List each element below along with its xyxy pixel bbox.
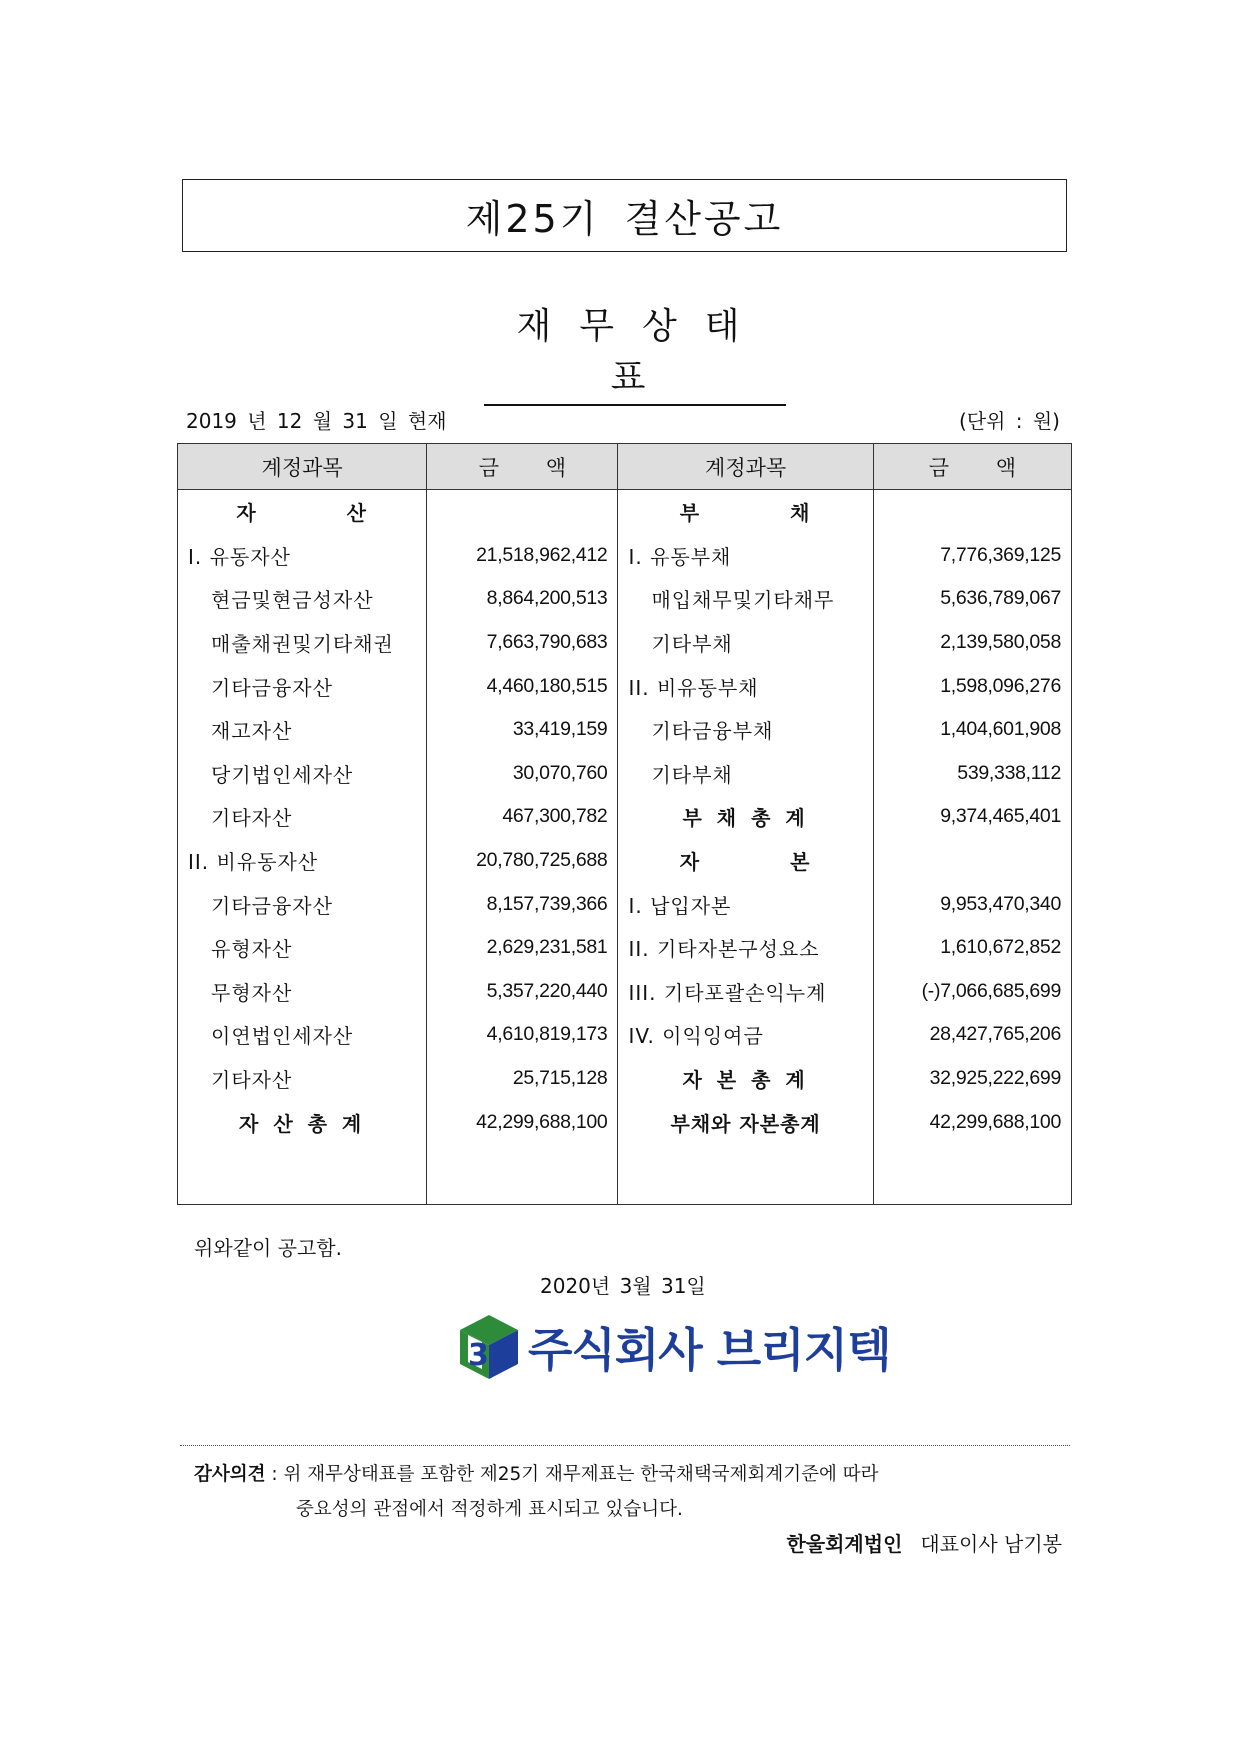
amount-cell: 21,518,962,412 — [427, 534, 618, 578]
amount-cell: 30,070,760 — [427, 752, 618, 796]
publish-date: 2020년 3월 31일 — [540, 1274, 706, 1298]
table-row — [178, 708, 1072, 752]
unit-label: (단위 : 원) — [958, 409, 1060, 433]
total-assets-label: 자 산 총 계 — [178, 1100, 427, 1144]
equity-section-label: 자 본 — [618, 839, 873, 883]
table-row — [178, 1057, 1072, 1101]
account-label: IV. 이익잉여금 — [618, 1013, 873, 1057]
amount-cell: 25,715,128 — [427, 1057, 618, 1101]
table-row — [178, 839, 1072, 883]
amount-cell: 9,374,465,401 — [873, 795, 1071, 839]
amount-cell: 2,139,580,058 — [873, 621, 1071, 665]
empty-cell — [427, 1144, 618, 1205]
company-logo — [458, 1313, 891, 1381]
amount-cell: 9,953,470,340 — [873, 882, 1071, 926]
amount-cell — [873, 839, 1071, 883]
header-account-right: 계정과목 — [618, 444, 873, 490]
account-label: 당기법인세자산 — [178, 752, 427, 796]
audit-opinion-line2: 중요성의 관점에서 적정하게 표시되고 있습니다. — [296, 1499, 683, 1520]
table-row — [178, 664, 1072, 708]
amount-cell: 539,338,112 — [873, 752, 1071, 796]
svg-text:3: 3 — [468, 1338, 489, 1373]
amount-cell: 2,629,231,581 — [427, 926, 618, 970]
account-label: 유형자산 — [178, 926, 427, 970]
assets-section-label: 자 산 — [178, 490, 427, 534]
account-label: 기타금융부채 — [618, 708, 873, 752]
account-label: 기타부채 — [618, 752, 873, 796]
account-label: 기타금융자산 — [178, 664, 427, 708]
amount-cell: 5,357,220,440 — [427, 970, 618, 1014]
header-account-left: 계정과목 — [178, 444, 427, 490]
amount-cell: (-)7,066,685,699 — [873, 970, 1071, 1014]
account-label: 매출채권및기타채권 — [178, 621, 427, 665]
amount-cell: 1,404,601,908 — [873, 708, 1071, 752]
auditor-signature — [786, 1528, 1062, 1557]
account-label: 매입채무및기타채무 — [618, 577, 873, 621]
document-title: 재무상태표 — [484, 298, 786, 406]
amount-cell: 4,610,819,173 — [427, 1013, 618, 1057]
company-name: 주식회사 브리지텍 — [528, 1323, 891, 1377]
balance-sheet-table — [177, 443, 1072, 1205]
table-row — [178, 752, 1072, 796]
amount-cell: 20,780,725,688 — [427, 839, 618, 883]
table-row — [178, 882, 1072, 926]
table-row — [178, 621, 1072, 665]
empty-cell — [618, 1144, 873, 1205]
amount-cell: 7,663,790,683 — [427, 621, 618, 665]
account-label: 기타자산 — [178, 1057, 427, 1101]
account-label: 기타금융자산 — [178, 882, 427, 926]
amount-cell: 33,419,159 — [427, 708, 618, 752]
empty-cell — [873, 1144, 1071, 1205]
amount-cell: 32,925,222,699 — [873, 1057, 1071, 1101]
table-header-row — [178, 444, 1072, 490]
table-row — [178, 1100, 1072, 1144]
amount-cell: 28,427,765,206 — [873, 1013, 1071, 1057]
amount-cell: 8,157,739,366 — [427, 882, 618, 926]
audit-opinion-label: 감사의견 — [194, 1464, 266, 1485]
amount-cell: 1,598,096,276 — [873, 664, 1071, 708]
table-row — [178, 926, 1072, 970]
total-equity-label: 자 본 총 계 — [618, 1057, 873, 1101]
account-label: 현금및현금성자산 — [178, 577, 427, 621]
table-row — [178, 795, 1072, 839]
account-label: I. 유동부채 — [618, 534, 873, 578]
amount-cell: 5,636,789,067 — [873, 577, 1071, 621]
account-label: II. 비유동부채 — [618, 664, 873, 708]
header-amount-left: 금 액 — [427, 444, 618, 490]
amount-cell: 8,864,200,513 — [427, 577, 618, 621]
table-row — [178, 577, 1072, 621]
amount-cell — [873, 490, 1071, 534]
amount-cell: 467,300,782 — [427, 795, 618, 839]
amount-cell: 7,776,369,125 — [873, 534, 1071, 578]
table-row — [178, 1013, 1072, 1057]
account-label: 무형자산 — [178, 970, 427, 1014]
amount-cell: 1,610,672,852 — [873, 926, 1071, 970]
account-label: 이연법인세자산 — [178, 1013, 427, 1057]
as-of-date: 2019 년 12 월 31 일 현재 — [186, 409, 447, 433]
audit-opinion-line1: : 위 재무상태표를 포함한 제25기 재무제표는 한국채택국제회계기준에 따라 — [265, 1464, 879, 1485]
amount-cell: 42,299,688,100 — [427, 1100, 618, 1144]
logo-cube-icon — [458, 1313, 520, 1381]
account-label: 기타부채 — [618, 621, 873, 665]
signer-name: 대표이사 남기봉 — [920, 1532, 1062, 1556]
account-label: III. 기타포괄손익누계 — [618, 970, 873, 1014]
amount-cell — [427, 490, 618, 534]
total-liabilities-label: 부 채 총 계 — [618, 795, 873, 839]
divider — [180, 1445, 1070, 1446]
closing-statement: 위와같이 공고함. — [194, 1236, 342, 1260]
account-label: II. 기타자본구성요소 — [618, 926, 873, 970]
amount-cell: 42,299,688,100 — [873, 1100, 1071, 1144]
amount-cell: 4,460,180,515 — [427, 664, 618, 708]
account-label: I. 유동자산 — [178, 534, 427, 578]
total-liabilities-equity-label: 부채와 자본총계 — [618, 1100, 873, 1144]
account-label: II. 비유동자산 — [178, 839, 427, 883]
liabilities-section-label: 부 채 — [618, 490, 873, 534]
table-row — [178, 490, 1072, 534]
header-amount-right: 금 액 — [873, 444, 1071, 490]
notice-title-box — [182, 179, 1067, 252]
audit-opinion — [194, 1457, 878, 1527]
notice-title: 제25기 결산공고 — [465, 197, 784, 241]
audit-firm-name: 한울회계법인 — [786, 1532, 903, 1556]
account-label: 기타자산 — [178, 795, 427, 839]
table-row — [178, 534, 1072, 578]
account-label: 재고자산 — [178, 708, 427, 752]
table-row — [178, 970, 1072, 1014]
account-label: I. 납입자본 — [618, 882, 873, 926]
table-row-spacer — [178, 1144, 1072, 1205]
empty-cell — [178, 1144, 427, 1205]
